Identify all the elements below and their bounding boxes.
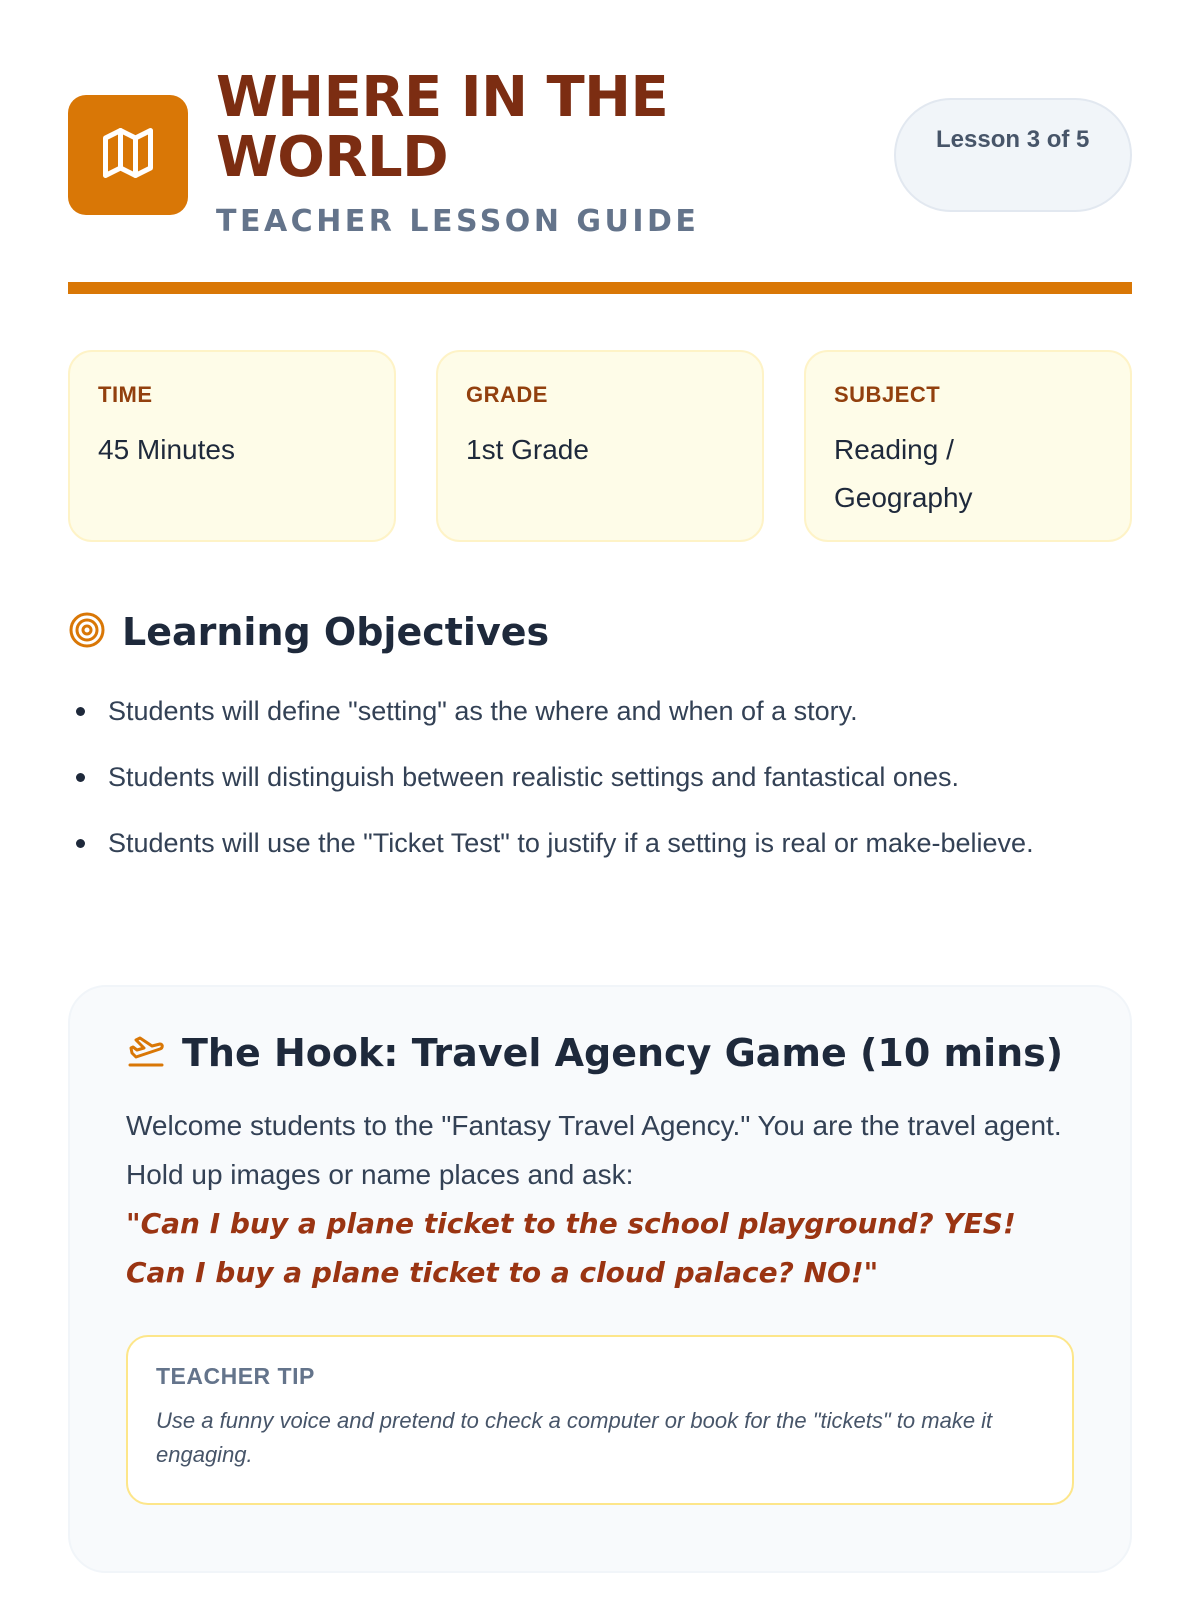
target-icon (68, 611, 106, 654)
info-card-label: SUBJECT (834, 382, 941, 407)
info-card-value: 45 Minutes (98, 434, 235, 465)
objectives-heading (68, 610, 1132, 654)
lesson-progress-badge: Lesson 3 of 5 (894, 98, 1132, 212)
list-item: Students will distinguish between realistic settings and fantastical ones. (68, 754, 1132, 800)
list-item: Students will define "setting" as the where and when of a story. (68, 688, 1132, 734)
info-card-grade (436, 350, 764, 542)
info-card-label: GRADE (466, 382, 548, 407)
objectives-list (68, 688, 1132, 866)
info-card-subject (804, 350, 1132, 542)
teacher-tip (126, 1335, 1074, 1505)
map-icon (98, 123, 158, 188)
logo (68, 95, 188, 215)
hook-title: The Hook: Travel Agency Game (10 mins) (182, 1031, 1064, 1075)
hook-quote: "Can I buy a plane ticket to the school playground? YES! Can I buy a plane ticket to a cloud palace? NO!" (126, 1207, 1016, 1289)
objectives-title: Learning Objectives (122, 610, 550, 654)
page-title: WHERE IN THE WORLD (216, 65, 669, 190)
info-card-time (68, 350, 396, 542)
info-card-value: 1st Grade (466, 434, 589, 465)
title-block (216, 65, 736, 239)
airplane-takeoff-icon (126, 1033, 166, 1074)
info-cards (68, 350, 1132, 542)
hook-activity-card (68, 985, 1132, 1573)
teacher-tip-label: TEACHER TIP (156, 1363, 315, 1389)
info-card-label: TIME (98, 382, 153, 407)
list-item: Students will use the "Ticket Test" to justify if a setting is real or make-believe. (68, 820, 1132, 866)
hook-heading (126, 1031, 1074, 1075)
header-divider (68, 282, 1132, 294)
info-card-value: Reading / Geography (834, 434, 973, 513)
hook-instructions: Welcome students to the "Fantasy Travel Agency." You are the travel agent. Hold up images or name places and ask: (126, 1110, 1062, 1190)
page-subtitle: TEACHER LESSON GUIDE (216, 204, 700, 239)
learning-objectives-section (68, 610, 1132, 886)
teacher-tip-text: Use a funny voice and pretend to check a computer or book for the "tickets" to make it engaging. (156, 1408, 993, 1467)
header (68, 0, 1132, 282)
